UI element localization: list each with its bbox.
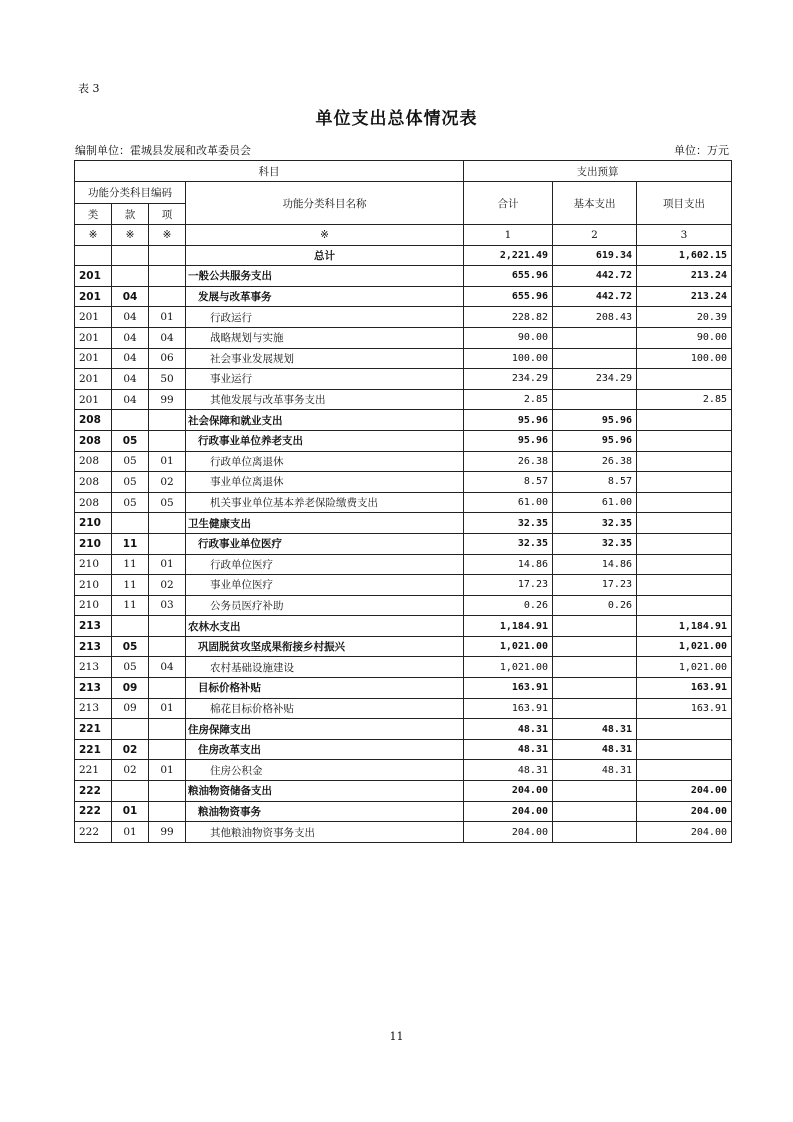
amount-project: 2.85 bbox=[637, 389, 732, 410]
column-index: 1 bbox=[464, 225, 553, 246]
code-xiang: 99 bbox=[149, 822, 186, 843]
code-xiang: 50 bbox=[149, 369, 186, 390]
subject-name: 棉花目标价格补贴 bbox=[186, 698, 464, 719]
table-row bbox=[75, 451, 732, 472]
amount-basic: 95.96 bbox=[553, 430, 637, 451]
table-row bbox=[75, 739, 732, 760]
amount-project bbox=[637, 513, 732, 534]
code-lei: 208 bbox=[75, 492, 112, 513]
code-kuan bbox=[112, 616, 149, 637]
code-kuan: 11 bbox=[112, 575, 149, 596]
amount-basic bbox=[553, 678, 637, 699]
amount-project: 20.39 bbox=[637, 307, 732, 328]
amount-total: 100.00 bbox=[464, 348, 553, 369]
table-row bbox=[75, 533, 732, 554]
amount-project: 213.24 bbox=[637, 286, 732, 307]
table-row bbox=[75, 266, 732, 287]
code-kuan bbox=[112, 781, 149, 802]
code-lei: 213 bbox=[75, 636, 112, 657]
header-total: 合计 bbox=[464, 182, 553, 225]
subject-name: 卫生健康支出 bbox=[186, 513, 464, 534]
table-row bbox=[75, 698, 732, 719]
amount-project bbox=[637, 492, 732, 513]
amount-total: 204.00 bbox=[464, 781, 553, 802]
code-lei: 201 bbox=[75, 266, 112, 287]
table-row bbox=[75, 430, 732, 451]
amount-basic: 14.86 bbox=[553, 554, 637, 575]
code-xiang bbox=[149, 513, 186, 534]
amount-project bbox=[637, 410, 732, 431]
code-xiang: 02 bbox=[149, 472, 186, 493]
code-kuan: 04 bbox=[112, 389, 149, 410]
header-basic: 基本支出 bbox=[553, 182, 637, 225]
code-xiang: 01 bbox=[149, 760, 186, 781]
table-row bbox=[75, 348, 732, 369]
mark-cell: ※ bbox=[75, 225, 112, 246]
amount-total: 163.91 bbox=[464, 678, 553, 699]
table-row bbox=[75, 636, 732, 657]
table-row bbox=[75, 678, 732, 699]
code-kuan: 11 bbox=[112, 533, 149, 554]
table-row bbox=[75, 719, 732, 740]
code-xiang bbox=[149, 430, 186, 451]
code-lei: 221 bbox=[75, 739, 112, 760]
subject-name: 事业运行 bbox=[186, 369, 464, 390]
amount-basic: 32.35 bbox=[553, 513, 637, 534]
subject-name: 住房公积金 bbox=[186, 760, 464, 781]
table-row bbox=[75, 286, 732, 307]
code-kuan: 11 bbox=[112, 595, 149, 616]
header-xiang: 项 bbox=[149, 204, 186, 225]
subject-name: 发展与改革事务 bbox=[186, 286, 464, 307]
table-row bbox=[75, 369, 732, 390]
amount-project: 213.24 bbox=[637, 266, 732, 287]
subject-name: 公务员医疗补助 bbox=[186, 595, 464, 616]
subject-name: 农村基础设施建设 bbox=[186, 657, 464, 678]
table-tag: 表 3 bbox=[78, 82, 100, 95]
code-kuan: 09 bbox=[112, 698, 149, 719]
amount-total: 95.96 bbox=[464, 430, 553, 451]
code-xiang: 02 bbox=[149, 575, 186, 596]
subject-name: 行政事业单位医疗 bbox=[186, 533, 464, 554]
amount-basic bbox=[553, 822, 637, 843]
amount-project: 163.91 bbox=[637, 698, 732, 719]
subject-name: 事业单位离退休 bbox=[186, 472, 464, 493]
budget-table bbox=[74, 160, 732, 843]
amount-total: 2.85 bbox=[464, 389, 553, 410]
code-kuan bbox=[112, 410, 149, 431]
code-kuan: 04 bbox=[112, 369, 149, 390]
amount-basic bbox=[553, 636, 637, 657]
amount-total: 0.26 bbox=[464, 595, 553, 616]
code-lei: 213 bbox=[75, 678, 112, 699]
amount-total: 228.82 bbox=[464, 307, 553, 328]
code-kuan: 04 bbox=[112, 286, 149, 307]
code-lei: 208 bbox=[75, 430, 112, 451]
table-row bbox=[75, 657, 732, 678]
code-xiang bbox=[149, 801, 186, 822]
code-lei: 208 bbox=[75, 472, 112, 493]
header-budget: 支出预算 bbox=[464, 161, 732, 182]
amount-project bbox=[637, 472, 732, 493]
code-xiang bbox=[149, 636, 186, 657]
amount-basic: 61.00 bbox=[553, 492, 637, 513]
amount-basic bbox=[553, 616, 637, 637]
code-kuan: 02 bbox=[112, 739, 149, 760]
amount-project: 163.91 bbox=[637, 678, 732, 699]
code-lei: 222 bbox=[75, 781, 112, 802]
code-lei: 201 bbox=[75, 389, 112, 410]
code-kuan: 05 bbox=[112, 451, 149, 472]
code-lei: 221 bbox=[75, 719, 112, 740]
code-lei: 213 bbox=[75, 657, 112, 678]
amount-basic: 442.72 bbox=[553, 286, 637, 307]
amount-total: 204.00 bbox=[464, 801, 553, 822]
code-xiang: 99 bbox=[149, 389, 186, 410]
code-kuan: 05 bbox=[112, 472, 149, 493]
code-xiang: 04 bbox=[149, 657, 186, 678]
code-xiang bbox=[149, 616, 186, 637]
table-row bbox=[75, 513, 732, 534]
code-kuan: 05 bbox=[112, 657, 149, 678]
table-row bbox=[75, 472, 732, 493]
total-basic: 619.34 bbox=[553, 245, 637, 266]
table-row bbox=[75, 492, 732, 513]
amount-project: 204.00 bbox=[637, 801, 732, 822]
amount-project bbox=[637, 575, 732, 596]
subject-name: 社会保障和就业支出 bbox=[186, 410, 464, 431]
amount-basic: 48.31 bbox=[553, 739, 637, 760]
amount-total: 32.35 bbox=[464, 533, 553, 554]
table-row bbox=[75, 410, 732, 431]
amount-project: 1,184.91 bbox=[637, 616, 732, 637]
subject-name: 战略规划与实施 bbox=[186, 327, 464, 348]
code-kuan: 09 bbox=[112, 678, 149, 699]
amount-basic: 0.26 bbox=[553, 595, 637, 616]
code-kuan bbox=[112, 513, 149, 534]
table-row bbox=[75, 389, 732, 410]
code-xiang: 01 bbox=[149, 698, 186, 719]
amount-total: 655.96 bbox=[464, 286, 553, 307]
code-lei: 210 bbox=[75, 513, 112, 534]
org-label: 编制单位：霍城县发展和改革委员会 bbox=[75, 144, 251, 157]
total-kuan bbox=[112, 245, 149, 266]
header-name: 功能分类科目名称 bbox=[186, 182, 464, 225]
header-subject: 科目 bbox=[75, 161, 464, 182]
amount-basic: 208.43 bbox=[553, 307, 637, 328]
code-xiang bbox=[149, 678, 186, 699]
page-title: 单位支出总体情况表 bbox=[315, 109, 478, 129]
amount-basic: 234.29 bbox=[553, 369, 637, 390]
code-kuan: 04 bbox=[112, 307, 149, 328]
amount-basic bbox=[553, 389, 637, 410]
subject-name: 机关事业单位基本养老保险缴费支出 bbox=[186, 492, 464, 513]
code-kuan: 02 bbox=[112, 760, 149, 781]
amount-project: 204.00 bbox=[637, 822, 732, 843]
amount-project: 1,021.00 bbox=[637, 636, 732, 657]
subject-name: 住房改革支出 bbox=[186, 739, 464, 760]
mark-cell: ※ bbox=[186, 225, 464, 246]
amount-project bbox=[637, 739, 732, 760]
amount-project bbox=[637, 595, 732, 616]
amount-project: 100.00 bbox=[637, 348, 732, 369]
code-kuan: 01 bbox=[112, 822, 149, 843]
amount-basic bbox=[553, 781, 637, 802]
amount-total: 90.00 bbox=[464, 327, 553, 348]
total-label: 总计 bbox=[186, 245, 464, 266]
amount-total: 14.86 bbox=[464, 554, 553, 575]
code-kuan bbox=[112, 719, 149, 740]
amount-total: 48.31 bbox=[464, 719, 553, 740]
code-lei: 221 bbox=[75, 760, 112, 781]
subject-name: 其他发展与改革事务支出 bbox=[186, 389, 464, 410]
amount-project bbox=[637, 760, 732, 781]
amount-basic: 8.57 bbox=[553, 472, 637, 493]
subject-name: 粮油物资储备支出 bbox=[186, 781, 464, 802]
amount-basic: 26.38 bbox=[553, 451, 637, 472]
code-xiang bbox=[149, 781, 186, 802]
amount-project bbox=[637, 369, 732, 390]
subject-name: 巩固脱贫攻坚成果衔接乡村振兴 bbox=[186, 636, 464, 657]
code-lei: 210 bbox=[75, 533, 112, 554]
code-lei: 210 bbox=[75, 595, 112, 616]
code-lei: 201 bbox=[75, 327, 112, 348]
code-kuan: 05 bbox=[112, 636, 149, 657]
subject-name: 农林水支出 bbox=[186, 616, 464, 637]
subject-name: 行政单位离退休 bbox=[186, 451, 464, 472]
amount-total: 26.38 bbox=[464, 451, 553, 472]
code-xiang bbox=[149, 739, 186, 760]
amount-total: 48.31 bbox=[464, 760, 553, 781]
code-lei: 201 bbox=[75, 286, 112, 307]
amount-project bbox=[637, 554, 732, 575]
subject-name: 目标价格补贴 bbox=[186, 678, 464, 699]
amount-total: 17.23 bbox=[464, 575, 553, 596]
amount-total: 48.31 bbox=[464, 739, 553, 760]
amount-basic: 32.35 bbox=[553, 533, 637, 554]
amount-total: 95.96 bbox=[464, 410, 553, 431]
code-xiang bbox=[149, 410, 186, 431]
code-xiang bbox=[149, 719, 186, 740]
code-kuan: 04 bbox=[112, 327, 149, 348]
amount-basic bbox=[553, 657, 637, 678]
subject-name: 其他粮油物资事务支出 bbox=[186, 822, 464, 843]
amount-total: 1,021.00 bbox=[464, 657, 553, 678]
amount-project bbox=[637, 719, 732, 740]
code-xiang: 03 bbox=[149, 595, 186, 616]
amount-total: 8.57 bbox=[464, 472, 553, 493]
table-row bbox=[75, 307, 732, 328]
code-lei: 213 bbox=[75, 616, 112, 637]
table-row bbox=[75, 801, 732, 822]
amount-basic: 48.31 bbox=[553, 760, 637, 781]
header-lei: 类 bbox=[75, 204, 112, 225]
code-kuan: 01 bbox=[112, 801, 149, 822]
amount-project: 1,021.00 bbox=[637, 657, 732, 678]
amount-basic bbox=[553, 327, 637, 348]
amount-project: 204.00 bbox=[637, 781, 732, 802]
amount-total: 234.29 bbox=[464, 369, 553, 390]
subject-name: 行政运行 bbox=[186, 307, 464, 328]
amount-basic: 48.31 bbox=[553, 719, 637, 740]
code-kuan: 04 bbox=[112, 348, 149, 369]
code-xiang: 01 bbox=[149, 307, 186, 328]
table-row bbox=[75, 575, 732, 596]
column-index: 2 bbox=[553, 225, 637, 246]
amount-project bbox=[637, 533, 732, 554]
column-index: 3 bbox=[637, 225, 732, 246]
amount-total: 32.35 bbox=[464, 513, 553, 534]
unit-label: 单位：万元 bbox=[674, 144, 729, 157]
mark-cell: ※ bbox=[112, 225, 149, 246]
table-row bbox=[75, 760, 732, 781]
amount-total: 204.00 bbox=[464, 822, 553, 843]
code-lei: 222 bbox=[75, 822, 112, 843]
subject-name: 行政单位医疗 bbox=[186, 554, 464, 575]
total-xiang bbox=[149, 245, 186, 266]
table-row bbox=[75, 781, 732, 802]
total-sum: 2,221.49 bbox=[464, 245, 553, 266]
code-xiang bbox=[149, 286, 186, 307]
subject-name: 一般公共服务支出 bbox=[186, 266, 464, 287]
code-lei: 208 bbox=[75, 451, 112, 472]
code-lei: 201 bbox=[75, 348, 112, 369]
code-xiang: 04 bbox=[149, 327, 186, 348]
total-row bbox=[75, 245, 732, 266]
amount-basic bbox=[553, 348, 637, 369]
code-xiang bbox=[149, 266, 186, 287]
amount-total: 163.91 bbox=[464, 698, 553, 719]
amount-total: 61.00 bbox=[464, 492, 553, 513]
total-project: 1,602.15 bbox=[637, 245, 732, 266]
table-row bbox=[75, 616, 732, 637]
subject-name: 行政事业单位养老支出 bbox=[186, 430, 464, 451]
code-xiang bbox=[149, 533, 186, 554]
table-row bbox=[75, 554, 732, 575]
amount-total: 1,021.00 bbox=[464, 636, 553, 657]
header-kuan: 款 bbox=[112, 204, 149, 225]
header-project: 项目支出 bbox=[637, 182, 732, 225]
amount-basic bbox=[553, 698, 637, 719]
code-kuan: 05 bbox=[112, 492, 149, 513]
amount-project bbox=[637, 451, 732, 472]
amount-basic: 17.23 bbox=[553, 575, 637, 596]
code-lei: 210 bbox=[75, 554, 112, 575]
code-kuan: 11 bbox=[112, 554, 149, 575]
table-row bbox=[75, 595, 732, 616]
code-lei: 201 bbox=[75, 307, 112, 328]
code-xiang: 06 bbox=[149, 348, 186, 369]
amount-project: 90.00 bbox=[637, 327, 732, 348]
amount-total: 1,184.91 bbox=[464, 616, 553, 637]
amount-total: 655.96 bbox=[464, 266, 553, 287]
header-code-group: 功能分类科目编码 bbox=[75, 182, 186, 204]
code-xiang: 01 bbox=[149, 554, 186, 575]
subject-name: 粮油物资事务 bbox=[186, 801, 464, 822]
subject-name: 社会事业发展规划 bbox=[186, 348, 464, 369]
code-kuan bbox=[112, 266, 149, 287]
subject-name: 住房保障支出 bbox=[186, 719, 464, 740]
mark-cell: ※ bbox=[149, 225, 186, 246]
total-lei bbox=[75, 245, 112, 266]
subject-name: 事业单位医疗 bbox=[186, 575, 464, 596]
amount-basic bbox=[553, 801, 637, 822]
code-lei: 201 bbox=[75, 369, 112, 390]
page-number: 11 bbox=[389, 1030, 404, 1043]
amount-project bbox=[637, 430, 732, 451]
table-row bbox=[75, 327, 732, 348]
code-lei: 208 bbox=[75, 410, 112, 431]
code-kuan: 05 bbox=[112, 430, 149, 451]
code-lei: 213 bbox=[75, 698, 112, 719]
code-lei: 222 bbox=[75, 801, 112, 822]
code-lei: 210 bbox=[75, 575, 112, 596]
code-xiang: 05 bbox=[149, 492, 186, 513]
table-row bbox=[75, 822, 732, 843]
code-xiang: 01 bbox=[149, 451, 186, 472]
amount-basic: 95.96 bbox=[553, 410, 637, 431]
amount-basic: 442.72 bbox=[553, 266, 637, 287]
